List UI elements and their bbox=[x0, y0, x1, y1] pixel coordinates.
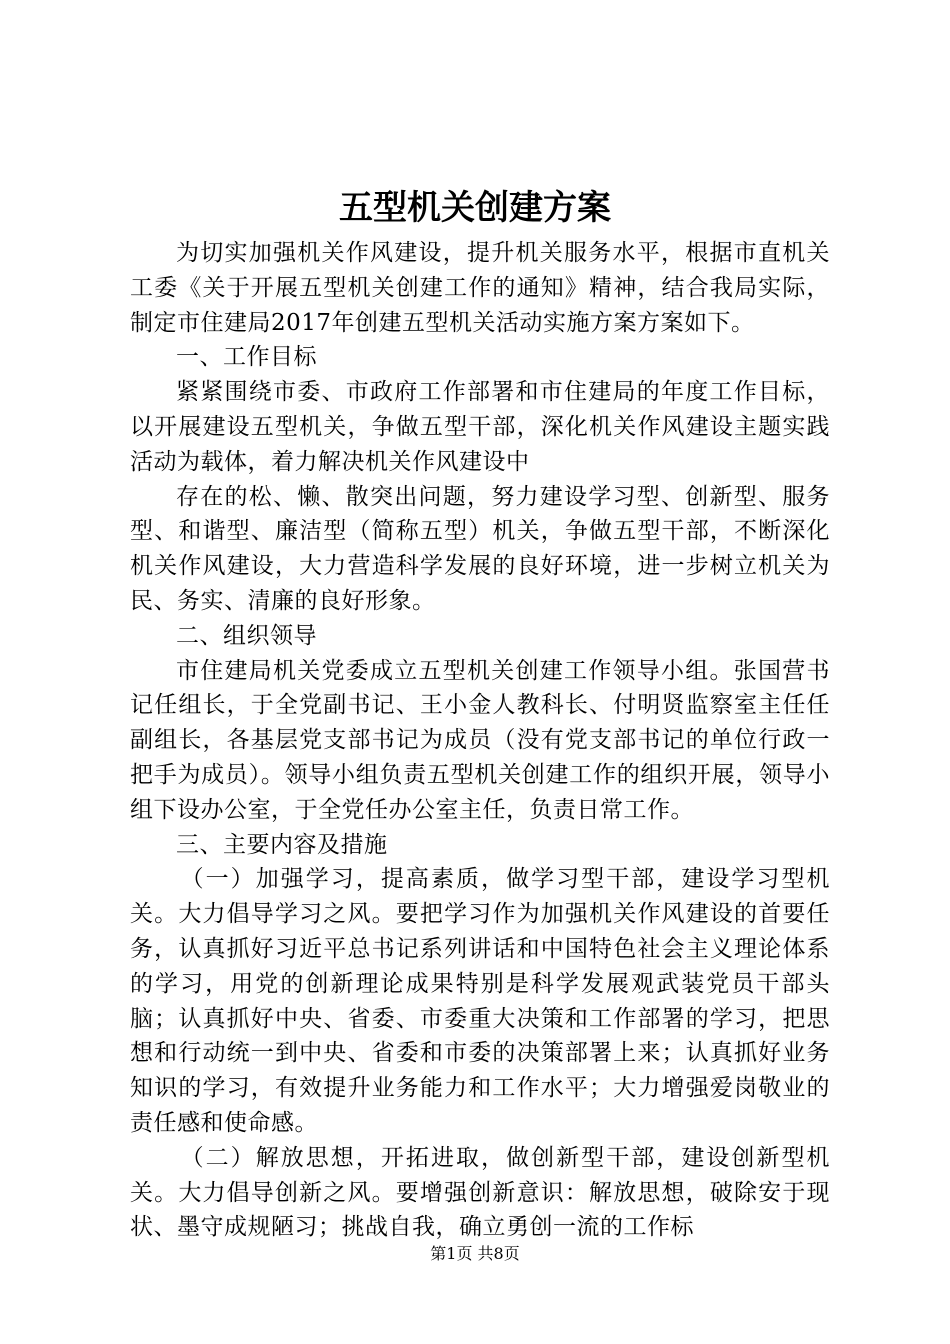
section-heading-leadership: 二、组织领导 bbox=[176, 622, 317, 649]
paragraph-measure-1: （一）加强学习，提高素质，做学习型干部，建设学习型机关。大力倡导学习之风。要把学习作为加强机关作风建设的首要任务，认真抓好习近平总书记系列讲话和中国特色社会主义理论体系的学习，用党的创新理论成果特别是科学发展观武装党员干部头脑；认真抓好中央、省委、市委重大决策和工作部署的学习，把思想和行动统一到中央、省委和市委的决策部署上来；认真抓好业务知识的学习，有效提升业务能力和工作水平；大力增强爱岗敬业的责任感和使命感。 bbox=[130, 866, 830, 1136]
section-heading-measures: 三、主要内容及措施 bbox=[176, 831, 388, 858]
paragraph-measure-2: （二）解放思想，开拓进取，做创新型干部，建设创新型机关。大力倡导创新之风。要增强创新意识：解放思想，破除安于现状、墨守成规陋习；挑战自我，确立勇创一流的工作标 bbox=[130, 1144, 830, 1241]
document-title: 五型机关创建方案 bbox=[339, 188, 611, 228]
section-heading-goals: 一、工作目标 bbox=[176, 344, 317, 371]
paragraph-goals-2: 存在的松、懒、散突出问题，努力建设学习型、创新型、服务型、和谐型、廉洁型（简称五型）机关，争做五型干部，不断深化机关作风建设，大力营造科学发展的良好环境，进一步树立机关为民、务实、清廉的良好形象。 bbox=[130, 483, 830, 614]
paragraph-goals-1: 紧紧围绕市委、市政府工作部署和市住建局的年度工作目标，以开展建设五型机关，争做五型干部，深化机关作风建设主题实践活动为载体，着力解决机关作风建设中 bbox=[130, 379, 830, 475]
paragraph-leadership: 市住建局机关党委成立五型机关创建工作领导小组。张国营书记任组长，于全党副书记、王小金人教科长、付明贤监察室主任任副组长，各基层党支部书记为成员（没有党支部书记的单位行政一把手为成员）。领导小组负责五型机关创建工作的组织开展，领导小组下设办公室，于全党任办公室主任，负责日常工作。 bbox=[130, 657, 830, 823]
intro-paragraph: 为切实加强机关作风建设，提升机关服务水平，根据市直机关工委《关于开展五型机关创建工作的通知》精神，结合我局实际，制定市住建局2017年创建五型机关活动实施方案方案如下。 bbox=[130, 240, 830, 336]
page-number-footer: 第1页 共8页 bbox=[430, 1244, 520, 1263]
document-body bbox=[130, 236, 830, 1245]
